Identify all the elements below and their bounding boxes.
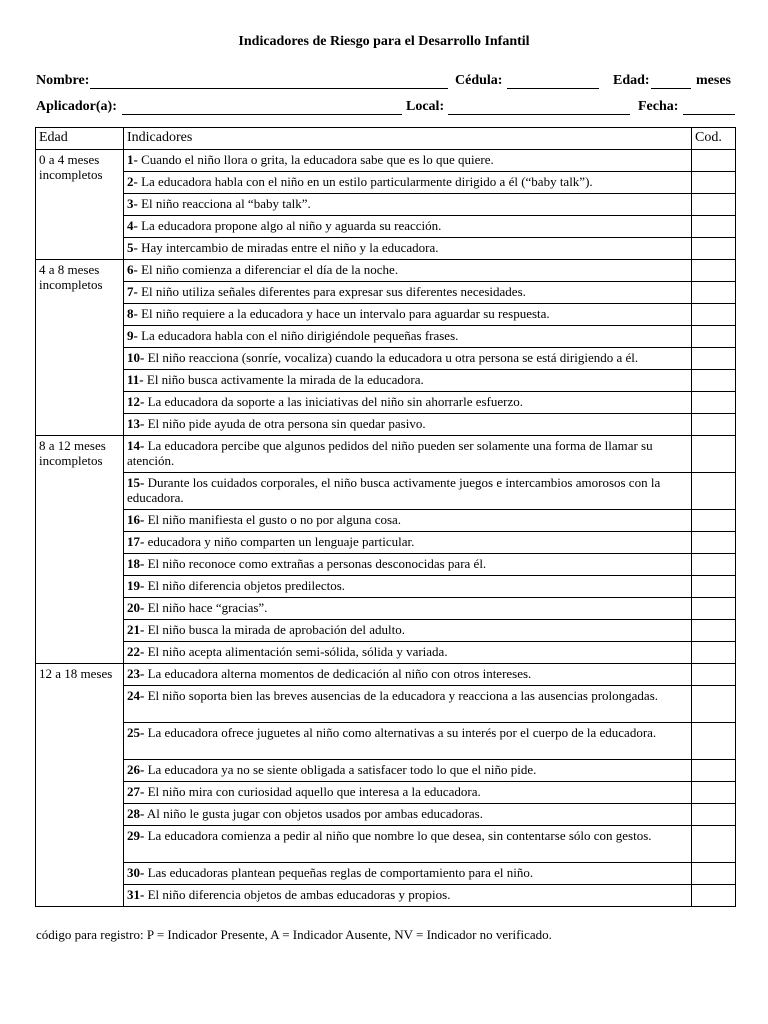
- fecha-field[interactable]: [683, 114, 735, 115]
- indicator-number: 21-: [127, 622, 145, 637]
- indicator-cell: [124, 282, 692, 304]
- header-indicadores: Indicadores: [124, 128, 692, 150]
- cod-cell[interactable]: [692, 826, 736, 863]
- cedula-label: Cédula:: [455, 73, 503, 88]
- table-row: [36, 172, 736, 194]
- table-row: [36, 885, 736, 907]
- indicator-text: El niño soporta bien las breves ausencias de la educadora y reacciona a las ausencias prolongadas.: [144, 688, 659, 703]
- table-row: [36, 282, 736, 304]
- indicator-number: 14-: [127, 438, 145, 453]
- indicator-number: 26-: [127, 762, 145, 777]
- cod-cell[interactable]: [692, 532, 736, 554]
- indicator-number: 22-: [127, 644, 145, 659]
- indicator-cell: [124, 194, 692, 216]
- table-row: [36, 473, 736, 510]
- indicator-text: El niño comienza a diferenciar el día de la noche.: [137, 262, 399, 277]
- indicator-number: 29-: [127, 828, 145, 843]
- indicator-cell: [124, 576, 692, 598]
- indicator-cell: [124, 686, 692, 723]
- cod-cell[interactable]: [692, 576, 736, 598]
- indicator-number: 16-: [127, 512, 145, 527]
- edad-field[interactable]: [651, 88, 691, 89]
- cod-cell[interactable]: [692, 172, 736, 194]
- table-row: [36, 510, 736, 532]
- indicator-number: 28-: [127, 806, 145, 821]
- indicator-number: 18-: [127, 556, 145, 571]
- table-row: [36, 392, 736, 414]
- indicator-text: El niño manifiesta el gusto o no por alguna cosa.: [144, 512, 402, 527]
- indicator-text: La educadora ofrece juguetes al niño como alternativas a su interés por el cuerpo de la educadora.: [144, 725, 657, 740]
- indicator-cell: [124, 723, 692, 760]
- age-group-cell: 8 a 12 meses incompletos: [36, 436, 124, 664]
- indicator-number: 8-: [127, 306, 138, 321]
- indicator-number: 20-: [127, 600, 145, 615]
- cod-cell[interactable]: [692, 216, 736, 238]
- table-row: [36, 863, 736, 885]
- indicator-number: 6-: [127, 262, 138, 277]
- indicator-cell: [124, 304, 692, 326]
- table-row: [36, 620, 736, 642]
- indicator-cell: [124, 598, 692, 620]
- indicator-number: 4-: [127, 218, 138, 233]
- cod-cell[interactable]: [692, 686, 736, 723]
- age-group-cell: 12 a 18 meses: [36, 664, 124, 907]
- cod-cell[interactable]: [692, 664, 736, 686]
- table-row: [36, 532, 736, 554]
- indicator-cell: [124, 804, 692, 826]
- indicator-cell: [124, 826, 692, 863]
- header-edad: Edad: [36, 128, 124, 150]
- indicator-text: El niño acepta alimentación semi-sólida, sólida y variada.: [144, 644, 448, 659]
- local-field[interactable]: [448, 114, 630, 115]
- cod-cell[interactable]: [692, 414, 736, 436]
- table-row: [36, 826, 736, 863]
- cod-cell[interactable]: [692, 473, 736, 510]
- indicator-text: El niño mira con curiosidad aquello que interesa a la educadora.: [144, 784, 481, 799]
- indicator-text: La educadora comienza a pedir al niño que nombre lo que desea, sin contentarse sólo con gestos.: [144, 828, 652, 843]
- cod-cell[interactable]: [692, 260, 736, 282]
- indicator-text: La educadora alterna momentos de dedicación al niño con otros intereses.: [144, 666, 532, 681]
- indicator-cell: [124, 620, 692, 642]
- indicator-text: La educadora habla con el niño en un estilo particularmente dirigido a él (“baby talk”).: [137, 174, 593, 189]
- table-row: [36, 782, 736, 804]
- indicator-number: 7-: [127, 284, 138, 299]
- table-row: [36, 642, 736, 664]
- indicator-number: 31-: [127, 887, 145, 902]
- indicator-cell: [124, 436, 692, 473]
- indicator-cell: [124, 238, 692, 260]
- table-row: [36, 723, 736, 760]
- indicator-text: El niño reconoce como extrañas a personas desconocidas para él.: [144, 556, 487, 571]
- cedula-field[interactable]: [507, 88, 599, 89]
- indicator-text: El niño diferencia objetos predilectos.: [144, 578, 346, 593]
- table-row: [36, 414, 736, 436]
- header-cod: Cod.: [692, 128, 736, 150]
- table-row: [36, 804, 736, 826]
- table-row: [36, 436, 736, 473]
- indicator-cell: [124, 150, 692, 172]
- cod-cell[interactable]: [692, 723, 736, 760]
- cod-cell[interactable]: [692, 885, 736, 907]
- indicator-number: 27-: [127, 784, 145, 799]
- indicator-number: 17-: [127, 534, 145, 549]
- indicator-number: 10-: [127, 350, 145, 365]
- table-body: [36, 150, 736, 907]
- indicator-number: 1-: [127, 152, 138, 167]
- cod-cell[interactable]: [692, 782, 736, 804]
- indicator-number: 5-: [127, 240, 138, 255]
- indicator-number: 23-: [127, 666, 145, 681]
- indicator-cell: [124, 782, 692, 804]
- table-row: [36, 598, 736, 620]
- indicator-number: 2-: [127, 174, 138, 189]
- cod-cell[interactable]: [692, 620, 736, 642]
- indicator-text: Durante los cuidados corporales, el niño busca activamente juegos e intercambios amorosos con la educadora.: [127, 475, 661, 505]
- cod-cell[interactable]: [692, 642, 736, 664]
- table-row: [36, 370, 736, 392]
- indicator-cell: [124, 348, 692, 370]
- cod-cell[interactable]: [692, 598, 736, 620]
- indicator-text: El niño hace “gracias”.: [144, 600, 268, 615]
- indicator-cell: [124, 260, 692, 282]
- nombre-label: Nombre:: [36, 73, 90, 88]
- indicator-text: La educadora ya no se siente obligada a satisfacer todo lo que el niño pide.: [144, 762, 537, 777]
- indicator-cell: [124, 510, 692, 532]
- indicator-text: El niño busca la mirada de aprobación del adulto.: [144, 622, 405, 637]
- indicator-number: 15-: [127, 475, 145, 490]
- indicator-cell: [124, 414, 692, 436]
- cod-cell[interactable]: [692, 150, 736, 172]
- cod-cell[interactable]: [692, 863, 736, 885]
- indicator-text: educadora y niño comparten un lenguaje particular.: [144, 534, 415, 549]
- indicator-text: La educadora percibe que algunos pedidos del niño pueden ser solamente una forma de llamar su atención.: [127, 438, 653, 468]
- indicator-text: El niño reacciona al “baby talk”.: [137, 196, 311, 211]
- indicator-cell: [124, 554, 692, 576]
- table-row: [36, 260, 736, 282]
- indicator-cell: [124, 760, 692, 782]
- table-row: [36, 304, 736, 326]
- table-row: [36, 194, 736, 216]
- indicator-cell: [124, 473, 692, 510]
- indicator-text: El niño utiliza señales diferentes para expresar sus diferentes necesidades.: [137, 284, 526, 299]
- cod-cell[interactable]: [692, 304, 736, 326]
- indicators-table: [35, 127, 736, 907]
- edad-label: Edad:: [613, 73, 650, 88]
- indicator-cell: [124, 642, 692, 664]
- indicator-text: El niño pide ayuda de otra persona sin quedar pasivo.: [144, 416, 426, 431]
- table-row: [36, 760, 736, 782]
- cod-cell[interactable]: [692, 194, 736, 216]
- indicator-cell: [124, 863, 692, 885]
- cod-cell[interactable]: [692, 238, 736, 260]
- cod-cell[interactable]: [692, 370, 736, 392]
- table-row: [36, 326, 736, 348]
- cod-cell[interactable]: [692, 392, 736, 414]
- aplicador-field[interactable]: [122, 114, 402, 115]
- table-row: [36, 348, 736, 370]
- indicator-number: 3-: [127, 196, 138, 211]
- indicator-cell: [124, 664, 692, 686]
- indicator-text: La educadora da soporte a las iniciativas del niño sin ahorrarle esfuerzo.: [144, 394, 523, 409]
- cod-cell[interactable]: [692, 282, 736, 304]
- aplicador-label: Aplicador(a):: [36, 99, 117, 114]
- indicator-number: 25-: [127, 725, 145, 740]
- indicator-text: El niño diferencia objetos de ambas educadoras y propios.: [144, 887, 451, 902]
- indicator-text: La educadora propone algo al niño y aguarda su reacción.: [137, 218, 442, 233]
- indicator-cell: [124, 172, 692, 194]
- local-label: Local:: [406, 99, 445, 114]
- indicator-cell: [124, 885, 692, 907]
- indicator-text: El niño reacciona (sonríe, vocaliza) cuando la educadora u otra persona se está dirigiendo a él.: [144, 350, 639, 365]
- indicator-cell: [124, 326, 692, 348]
- nombre-field[interactable]: [90, 88, 448, 89]
- table-row: [36, 686, 736, 723]
- indicator-number: 13-: [127, 416, 145, 431]
- indicator-text: Cuando el niño llora o grita, la educadora sabe que es lo que quiere.: [137, 152, 494, 167]
- table-row: [36, 576, 736, 598]
- edad-suffix: meses: [696, 73, 731, 88]
- indicator-text: La educadora habla con el niño dirigiéndole pequeñas frases.: [137, 328, 459, 343]
- cod-cell[interactable]: [692, 348, 736, 370]
- fecha-label: Fecha:: [638, 99, 679, 114]
- indicator-cell: [124, 216, 692, 238]
- cod-cell[interactable]: [692, 510, 736, 532]
- table-row: [36, 554, 736, 576]
- footer-legend: código para registro: P = Indicador Presente, A = Indicador Ausente, NV = Indicador no verificado.: [36, 927, 552, 942]
- indicator-cell: [124, 370, 692, 392]
- cod-cell[interactable]: [692, 326, 736, 348]
- indicator-cell: [124, 532, 692, 554]
- indicator-text: Al niño le gusta jugar con objetos usados por ambas educadoras.: [144, 806, 483, 821]
- indicator-text: Las educadoras plantean pequeñas reglas de comportamiento para el niño.: [144, 865, 534, 880]
- cod-cell[interactable]: [692, 804, 736, 826]
- table-row: [36, 216, 736, 238]
- table-row: [36, 664, 736, 686]
- document-title: Indicadores de Riesgo para el Desarrollo Infantil: [238, 34, 530, 49]
- age-group-cell: 0 a 4 meses incompletos: [36, 150, 124, 260]
- indicator-text: El niño requiere a la educadora y hace un intervalo para aguardar su respuesta.: [137, 306, 550, 321]
- indicator-cell: [124, 392, 692, 414]
- indicator-number: 11-: [127, 372, 144, 387]
- indicator-number: 30-: [127, 865, 145, 880]
- indicator-number: 12-: [127, 394, 145, 409]
- indicator-number: 9-: [127, 328, 138, 343]
- table-row: [36, 150, 736, 172]
- cod-cell[interactable]: [692, 436, 736, 473]
- indicator-number: 24-: [127, 688, 145, 703]
- age-group-cell: 4 a 8 meses incompletos: [36, 260, 124, 436]
- indicator-text: Hay intercambio de miradas entre el niño y la educadora.: [137, 240, 439, 255]
- table-header-row: [36, 128, 736, 150]
- cod-cell[interactable]: [692, 554, 736, 576]
- indicator-text: El niño busca activamente la mirada de la educadora.: [143, 372, 424, 387]
- cod-cell[interactable]: [692, 760, 736, 782]
- table-row: [36, 238, 736, 260]
- indicator-number: 19-: [127, 578, 145, 593]
